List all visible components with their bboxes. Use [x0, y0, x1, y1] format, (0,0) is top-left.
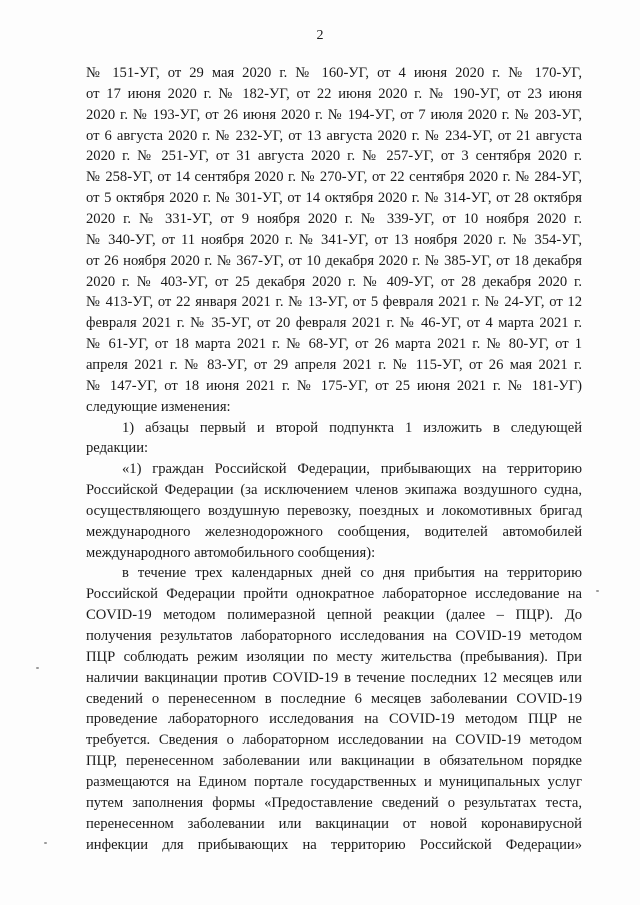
page-number: 2 — [316, 28, 324, 43]
text-line: от 6 августа 2020 г. № 232-УГ, от 13 августа 2020 г. № 234-УГ, от 21 августа — [86, 127, 582, 144]
text-line: от 5 октября 2020 г. № 301-УГ, от 14 октября 2020 г. № 314-УГ, от 28 октября — [86, 190, 582, 207]
text-line: февраля 2021 г. № 35-УГ, от 20 февраля 2021 г. № 46-УГ, от 4 марта 2021 г. — [86, 315, 582, 332]
scan-speck — [44, 842, 47, 844]
text-line: «1) граждан Российской Федерации, прибывающих на территорию — [122, 461, 582, 478]
text-line: международного автомобильного сообщения): — [86, 544, 376, 561]
text-line: перенесенном заболевании или вакцинации от новой коронавирусной — [86, 815, 582, 832]
text-line: путем заполнения формы «Предоставление сведений о результатах теста, — [86, 794, 582, 811]
text-line: проведение лабораторного исследования на COVID-19 методом ПЦР не — [86, 711, 582, 728]
text-line: инфекции для прибывающих на территорию Российской Федерации» — [86, 836, 582, 853]
text-line: 2020 г. № 251-УГ, от 31 августа 2020 г. № 257-УГ, от 3 сентября 2020 г. — [86, 148, 582, 165]
text-line: получения результатов лабораторного исследования на COVID-19 методом — [86, 628, 582, 644]
text-line: ПЦР, перенесенном заболевании или вакцинации в обязательном порядке — [86, 753, 582, 770]
text-line: от 17 июня 2020 г. № 182-УГ, от 22 июня 2020 г. № 190-УГ, от 23 июня — [86, 85, 582, 102]
text-line: сведений о перенесенном в последние 6 месяцев заболевании COVID-19 — [86, 690, 582, 707]
text-line: требуется. Сведения о лабораторном исследовании на COVID-19 методом — [86, 732, 582, 749]
scan-speck — [36, 667, 39, 669]
text-line: № 151-УГ, от 29 мая 2020 г. № 160-УГ, от 4 июня 2020 г. № 170-УГ, — [86, 65, 582, 81]
text-line: размещаются на Едином портале государственных и муниципальных услуг — [86, 773, 582, 790]
text-line: в течение трех календарных дней со дня прибытия на территорию — [122, 565, 582, 582]
text-line: международного железнодорожного сообщения, водителей автомобилей — [86, 523, 582, 540]
text-line: № 413-УГ, от 22 января 2021 г. № 13-УГ, от 5 февраля 2021 г. № 24-УГ, от 12 — [86, 294, 582, 311]
text-line: № 61-УГ, от 18 марта 2021 г. № 68-УГ, от 26 марта 2021 г. № 80-УГ, от 1 — [86, 336, 582, 353]
text-line: ПЦР соблюдать режим изоляции по месту жительства (пребывания). При — [86, 648, 582, 665]
text-line: Российской Федерации (за исключением членов экипажа воздушного судна, — [86, 482, 582, 498]
text-line: 2020 г. № 193-УГ, от 26 июня 2020 г. № 194-УГ, от 7 июля 2020 г. № 203-УГ, — [86, 106, 582, 123]
scan-speck — [596, 590, 599, 592]
text-line: 2020 г. № 403-УГ, от 25 декабря 2020 г. № 409-УГ, от 28 декабря 2020 г. — [86, 273, 582, 290]
text-line: осуществляющего воздушную перевозку, поездных и локомотивных бригад — [86, 502, 582, 519]
text-line: 1) абзацы первый и второй подпункта 1 изложить в следующей — [122, 419, 582, 436]
text-line: № 147-УГ, от 18 июня 2021 г. № 175-УГ, от 25 июня 2021 г. № 181-УГ) — [86, 377, 582, 394]
text-line: 2020 г. № 331-УГ, от 9 ноября 2020 г. № 339-УГ, от 10 ноября 2020 г. — [86, 211, 582, 227]
text-line: № 258-УГ, от 14 сентября 2020 г. № 270-УГ, от 22 сентября 2020 г. № 284-УГ, — [86, 169, 582, 186]
text-line: редакции: — [86, 440, 149, 457]
text-line: Российской Федерации пройти однократное лабораторное исследование на — [86, 586, 582, 603]
text-line: апреля 2021 г. № 83-УГ, от 29 апреля 2021 г. № 115-УГ, от 26 мая 2021 г. — [86, 356, 582, 373]
text-line: наличии вакцинации против COVID-19 в течение последних 12 месяцев или — [86, 669, 582, 686]
text-line: № 340-УГ, от 11 ноября 2020 г. № 341-УГ, от 13 ноября 2020 г. № 354-УГ, — [86, 231, 582, 248]
text-line: следующие изменения: — [86, 398, 231, 415]
text-line: COVID-19 методом полимеразной цепной реакции (далее – ПЦР). До — [86, 607, 582, 624]
text-line: от 26 ноября 2020 г. № 367-УГ, от 10 декабря 2020 г. № 385-УГ, от 18 декабря — [86, 252, 582, 269]
